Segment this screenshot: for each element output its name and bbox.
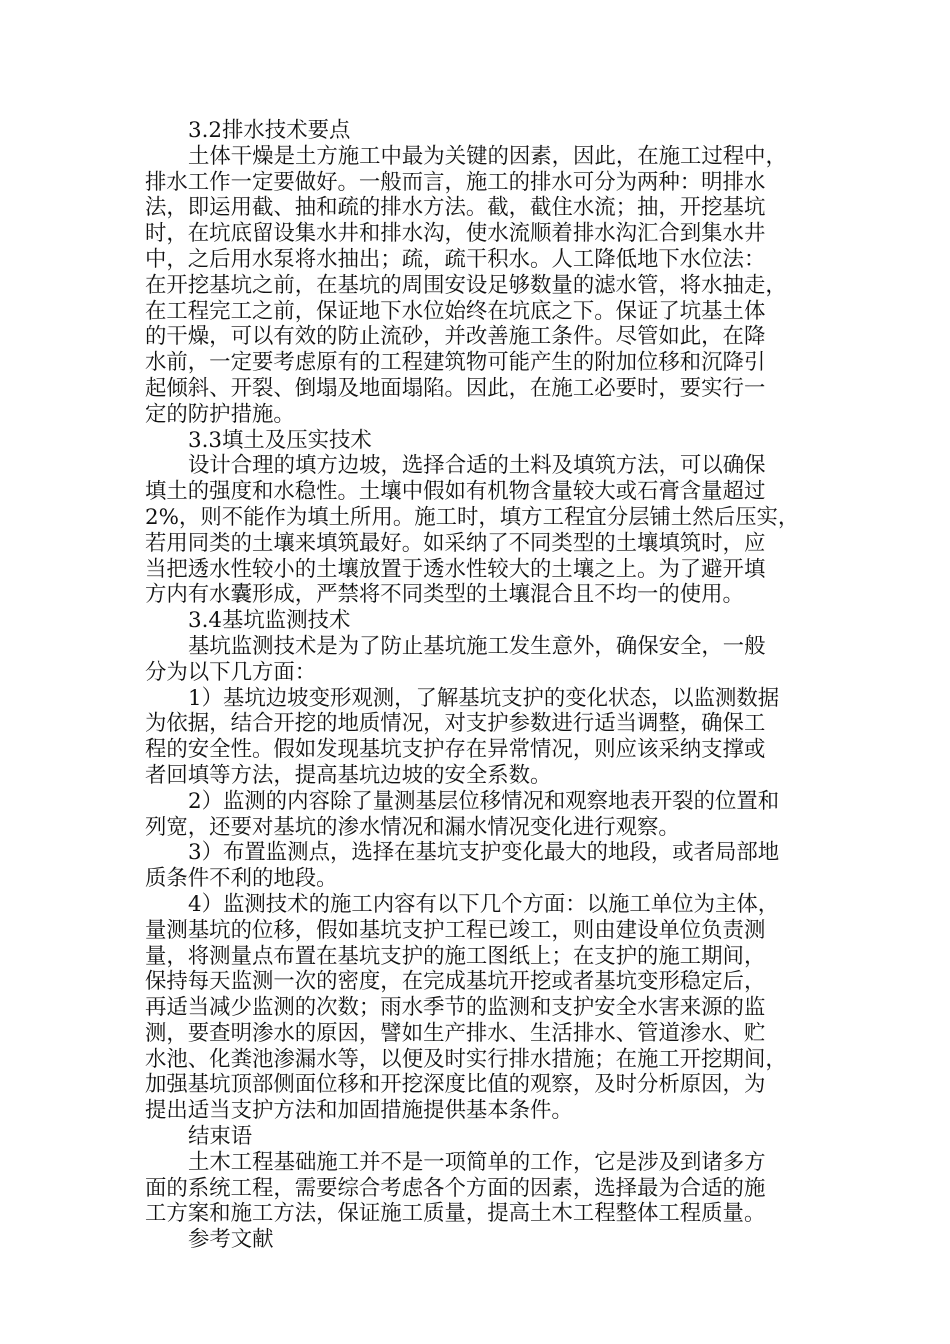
text-line: 程的安全性。假如发现基坑支护存在异常情况，则应该采纳支撑或 — [145, 737, 766, 763]
text-line: 基坑监测技术是为了防止基坑施工发生意外，确保安全，一般 — [188, 633, 766, 659]
document-body — [145, 118, 805, 1253]
text-line: 加强基坑顶部侧面位移和开挖深度比值的观察，及时分析原因，为 — [145, 1072, 766, 1098]
text-line: 4）监测技术的施工内容有以下几个方面：以施工单位为主体， — [188, 891, 780, 917]
text-line: 测，要查明渗水的原因，譬如生产排水、生活排水、管道渗水、贮 — [145, 1020, 766, 1046]
text-line: 面的系统工程，需要综合考虑各个方面的因素，选择最为合适的施 — [145, 1175, 766, 1201]
text-line: 2）监测的内容除了量测基层位移情况和观察地表开裂的位置和 — [188, 788, 780, 814]
text-line: 分为以下几方面： — [145, 659, 317, 685]
text-line: 3）布置监测点，选择在基坑支护变化最大的地段，或者局部地 — [188, 840, 780, 866]
text-line: 提出适当支护方法和加固措施提供基本条件。 — [145, 1098, 573, 1124]
text-line: 土体干燥是土方施工中最为关键的因素，因此，在施工过程中， — [188, 143, 787, 169]
text-line: 排水工作一定要做好。一般而言，施工的排水可分为两种：明排水 — [145, 169, 766, 195]
text-line: 列宽，还要对基坑的渗水情况和漏水情况变化进行观察。 — [145, 814, 680, 840]
text-line: 填土的强度和水稳性。土壤中假如有机物含量较大或石膏含量超过 — [145, 479, 766, 505]
text-line: 起倾斜、开裂、倒塌及地面塌陷。因此，在施工必要时，要实行一 — [145, 375, 766, 401]
section-heading: 结束语 — [188, 1124, 253, 1150]
text-line: 工方案和施工方法，保证施工质量，提高土木工程整体工程质量。 — [145, 1201, 766, 1227]
text-line: 的干燥，可以有效的防止流砂，并改善施工条件。尽管如此，在降 — [145, 324, 766, 350]
text-line: 定的防护措施。 — [145, 401, 295, 427]
text-line: 土木工程基础施工并不是一项简单的工作，它是涉及到诸多方 — [188, 1149, 766, 1175]
text-line: 再适当减少监测的次数；雨水季节的监测和支护安全水害来源的监 — [145, 995, 766, 1021]
text-line: 若用同类的土壤来填筑最好。如采纳了不同类型的土壤填筑时，应 — [145, 530, 766, 556]
text-line: 水前，一定要考虑原有的工程建筑物可能产生的附加位移和沉降引 — [145, 350, 766, 376]
text-line: 中，之后用水泵将水抽出；疏，疏干积水。人工降低地下水位法： — [145, 246, 766, 272]
text-line: 法，即运用截、抽和疏的排水方法。截，截住水流；抽，开挖基坑 — [145, 195, 766, 221]
section-heading: 3.3填土及压实技术 — [188, 427, 372, 453]
section-heading: 3.4基坑监测技术 — [188, 608, 351, 634]
text-line: 为依据，结合开挖的地质情况，对支护参数进行适当调整，确保工 — [145, 711, 766, 737]
section-heading: 参考文献 — [188, 1227, 274, 1253]
text-line: 时，在坑底留设集水井和排水沟，使水流顺着排水沟汇合到集水井 — [145, 221, 766, 247]
text-line: 量，将测量点布置在基坑支护的施工图纸上；在支护的施工期间， — [145, 943, 766, 969]
text-line: 设计合理的填方边坡，选择合适的土料及填筑方法，可以确保 — [188, 453, 766, 479]
text-line: 方内有水囊形成，严禁将不同类型的土壤混合且不均一的使用。 — [145, 582, 744, 608]
text-line: 质条件不利的地段。 — [145, 866, 338, 892]
text-line: 保持每天监测一次的密度，在完成基坑开挖或者基坑变形稳定后， — [145, 969, 766, 995]
text-line: 者回填等方法，提高基坑边坡的安全系数。 — [145, 762, 552, 788]
section-heading: 3.2排水技术要点 — [188, 118, 351, 143]
text-line: 2%，则不能作为填土所用。施工时，填方工程宜分层铺土然后压实， — [145, 504, 800, 530]
text-line: 量测基坑的位移，假如基坑支护工程已竣工，则由建设单位负责测 — [145, 917, 766, 943]
text-line: 当把透水性较小的土壤放置于透水性较大的土壤之上。为了避开填 — [145, 556, 766, 582]
text-line: 水池、化粪池渗漏水等，以便及时实行排水措施；在施工开挖期间， — [145, 1046, 787, 1072]
text-line: 在开挖基坑之前，在基坑的周围安设足够数量的滤水管，将水抽走， — [145, 272, 787, 298]
text-line: 在工程完工之前，保证地下水位始终在坑底之下。保证了坑基土体 — [145, 298, 766, 324]
text-line: 1）基坑边坡变形观测，了解基坑支护的变化状态，以监测数据 — [188, 685, 780, 711]
